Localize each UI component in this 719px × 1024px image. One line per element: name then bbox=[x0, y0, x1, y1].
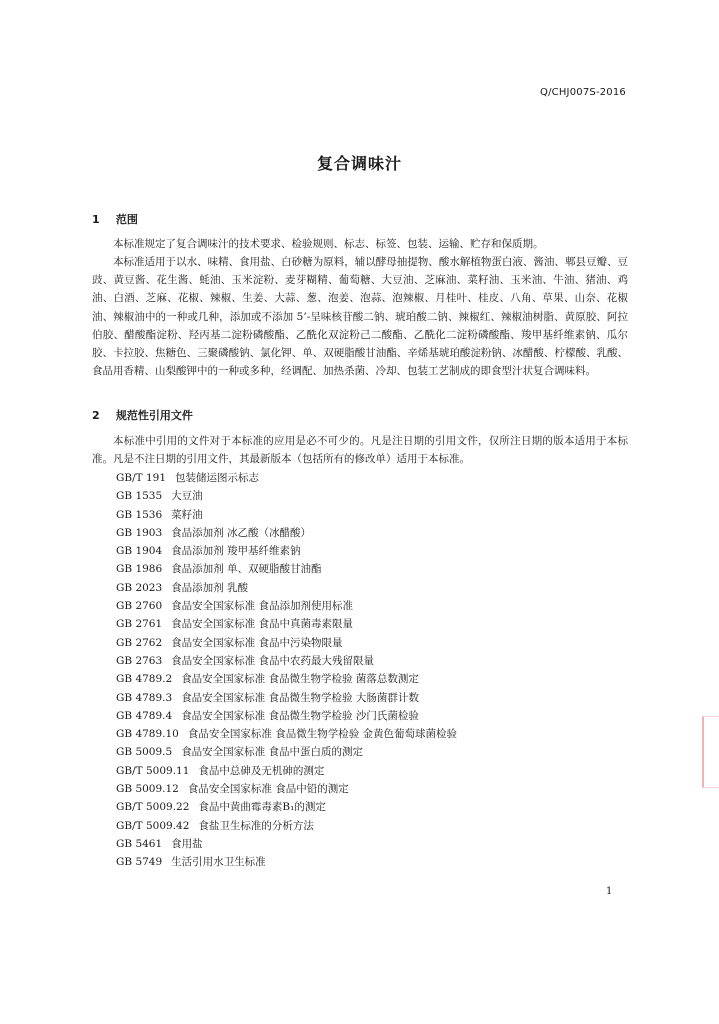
reference-code: GB 1536 bbox=[116, 508, 163, 521]
reference-item bbox=[116, 579, 457, 597]
reference-code: GB 5009.12 bbox=[116, 783, 179, 796]
reference-code: GB 2762 bbox=[116, 636, 163, 649]
reference-code: GB 1903 bbox=[116, 526, 163, 539]
reference-item bbox=[116, 615, 457, 633]
reference-item bbox=[116, 853, 457, 871]
reference-code: GB 2023 bbox=[116, 581, 163, 594]
reference-item bbox=[116, 634, 457, 652]
section-2-number: 2 bbox=[92, 409, 100, 422]
reference-code: GB 5749 bbox=[116, 856, 163, 869]
section-2-title: 规范性引用文件 bbox=[115, 409, 193, 422]
page-number: 1 bbox=[606, 886, 613, 897]
reference-item bbox=[116, 725, 457, 743]
reference-code: GB 5009.5 bbox=[116, 746, 173, 759]
reference-item bbox=[116, 689, 457, 707]
reference-item bbox=[116, 707, 457, 725]
reference-code: GB/T 5009.22 bbox=[116, 801, 190, 814]
reference-item bbox=[116, 560, 457, 578]
reference-name: 食品添加剂 单、双硬脂酸甘油酯 bbox=[171, 563, 322, 576]
reference-item bbox=[116, 652, 457, 670]
section-2-paragraph-1: 本标准中引用的文件对于本标准的应用是必不可少的。凡是注日期的引用文件，仅所注日期的版本适用于本标准。凡是不注日期的引用文件，其最新版本（包括所有的修改单）适用于本标准。 bbox=[92, 435, 628, 466]
reference-code: GB 1904 bbox=[116, 545, 163, 558]
section-1-title: 范围 bbox=[115, 213, 138, 226]
reference-code: GB 1535 bbox=[116, 490, 163, 503]
reference-name: 菜籽油 bbox=[171, 508, 203, 521]
reference-name: 食品中黄曲霉毒素B₁的测定 bbox=[198, 801, 326, 814]
reference-name: 食品安全国家标准 食品中真菌毒素限量 bbox=[171, 618, 354, 631]
reference-code: GB 5461 bbox=[116, 837, 163, 850]
section-1-number: 1 bbox=[92, 213, 100, 226]
reference-code: GB/T 5009.42 bbox=[116, 819, 190, 832]
reference-item bbox=[116, 762, 457, 780]
standard-code: Q/CHJ007S-2016 bbox=[540, 87, 626, 98]
reference-name: 食品安全国家标准 食品中铅的测定 bbox=[187, 783, 349, 796]
reference-name: 食品安全国家标准 食品微生物学检验 金黄色葡萄球菌检验 bbox=[187, 728, 458, 741]
reference-name: 食品安全国家标准 食品微生物学检验 大肠菌群计数 bbox=[181, 691, 419, 704]
reference-code: GB 1986 bbox=[116, 563, 163, 576]
reference-item bbox=[116, 817, 457, 835]
reference-code: GB 2760 bbox=[116, 600, 163, 613]
section-2-heading bbox=[92, 407, 193, 423]
reference-item bbox=[116, 835, 457, 853]
reference-name: 食品安全国家标准 食品中污染物限量 bbox=[171, 636, 343, 649]
reference-list bbox=[116, 469, 457, 872]
reference-item bbox=[116, 670, 457, 688]
section-1-paragraph-1: 本标准规定了复合调味汁的技术要求、检验规则、标志、标签、包装、运输、贮存和保质期。 bbox=[113, 238, 544, 250]
section-1-paragraph-2: 本标准适用于以水、味精、食用盐、白砂糖为原料，辅以酵母抽提物、酸水解植物蛋白液、酱油、郫县豆瓣、豆豉、黄豆酱、花生酱、蚝油、玉米淀粉、麦芽糊精、葡萄糖、大豆油、芝麻油、菜籽油、玉米油、牛油、猪油、鸡油、白酒、芝麻、花椒、辣椒、生姜、大蒜、葱、泡姜、泡蒜、泡辣椒、月桂叶、桂皮、八角、草果、山奈、花椒油、辣椒油中的一种或几种，添加或不添加 5’-呈味核苷酸二钠、琥珀酸二钠、辣椒红、辣椒油树脂、黄原胶、阿拉伯胶、醋酸酯淀粉、羟丙基二淀粉磷酸酯、乙酰化双淀粉己二酸酯、乙酰化二淀粉磷酸酯、羧甲基纤维素钠、瓜尔胶、卡拉胶、焦糖色、三聚磷酸钠、氯化钾、单、双硬脂酸甘油酯、辛烯基琥珀酸淀粉钠、冰醋酸、柠檬酸、乳酸、食品用香精、山梨酸钾中的一种或多种，经调配、加热杀菌、冷却、包装工艺制成的即食型汁状复合调味料。 bbox=[92, 256, 628, 378]
reference-name: 食用盐 bbox=[171, 837, 203, 850]
reference-code: GB 4789.10 bbox=[116, 728, 179, 741]
reference-name: 食品安全国家标准 食品中蛋白质的测定 bbox=[181, 746, 364, 759]
reference-code: GB 4789.4 bbox=[116, 709, 173, 722]
reference-name: 食品添加剂 冰乙酸（冰醋酸） bbox=[171, 526, 312, 539]
red-stamp-fragment bbox=[702, 716, 719, 788]
reference-name: 包装储运图示标志 bbox=[175, 472, 260, 484]
reference-name: 食盐卫生标准的分析方法 bbox=[198, 819, 314, 832]
reference-item bbox=[116, 780, 457, 798]
reference-name: 食品添加剂 乳酸 bbox=[171, 581, 249, 594]
reference-name: 食品安全国家标准 食品微生物学检验 菌落总数测定 bbox=[181, 673, 419, 686]
reference-name: 大豆油 bbox=[171, 490, 203, 503]
reference-item bbox=[116, 597, 457, 615]
reference-name: 食品安全国家标准 食品中农药最大残留限量 bbox=[171, 654, 375, 667]
reference-item bbox=[116, 743, 457, 761]
section-1-heading bbox=[92, 211, 138, 227]
reference-code: GB 2763 bbox=[116, 654, 163, 667]
reference-name: 食品安全国家标准 食品微生物学检验 沙门氏菌检验 bbox=[181, 709, 419, 722]
reference-name: 生活引用水卫生标准 bbox=[171, 856, 266, 869]
reference-item bbox=[116, 524, 457, 542]
reference-code: GB 4789.2 bbox=[116, 673, 173, 686]
reference-item bbox=[116, 798, 457, 816]
reference-item bbox=[116, 506, 457, 524]
reference-code: GB 4789.3 bbox=[116, 691, 173, 704]
reference-code: GB/T 5009.11 bbox=[116, 764, 190, 777]
reference-item bbox=[116, 542, 457, 560]
document-title: 复合调味汁 bbox=[316, 154, 402, 173]
reference-name: 食品添加剂 羧甲基纤维素钠 bbox=[171, 545, 301, 558]
reference-code: GB/T 191 bbox=[116, 472, 167, 484]
reference-item bbox=[116, 487, 457, 505]
reference-name: 食品中总砷及无机砷的测定 bbox=[198, 764, 325, 777]
reference-item bbox=[116, 469, 457, 487]
reference-code: GB 2761 bbox=[116, 618, 163, 631]
reference-name: 食品安全国家标准 食品添加剂使用标准 bbox=[171, 600, 354, 613]
